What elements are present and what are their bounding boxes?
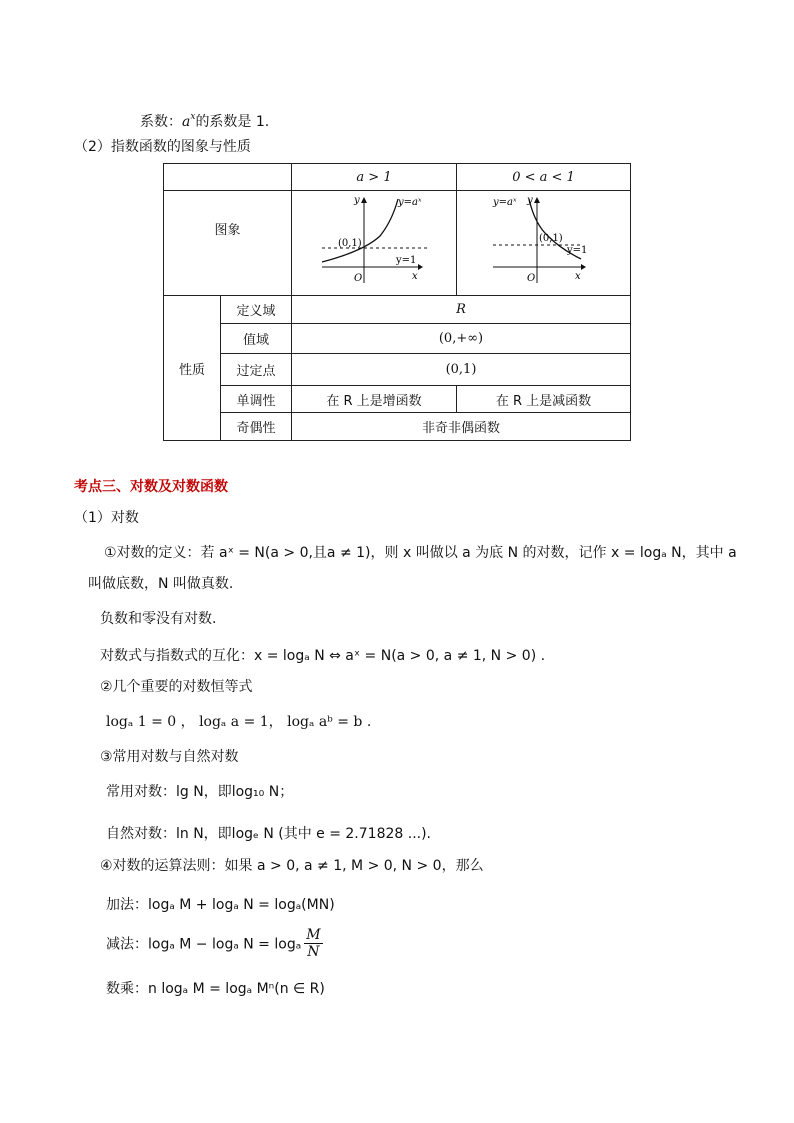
identities-line: logₐ 1 = 0 ， logₐ a = 1， logₐ aᵇ = b . <box>106 714 372 730</box>
sub1-title: （1）对数 <box>74 510 139 526</box>
graph-decreasing-svg <box>457 191 630 291</box>
func-label: y=aˣ <box>398 197 422 208</box>
add-rule: 加法：logₐ M + logₐ N = logₐ(MN) <box>106 897 335 913</box>
sub-rule <box>106 927 323 960</box>
monotonicity-label: 单调性 <box>221 386 292 413</box>
origin-label: O <box>354 273 363 284</box>
range-label: 值域 <box>221 324 292 354</box>
definition-line1: ①对数的定义：若 aˣ = N(a > 0,且a ≠ 1)，则 x 叫做以 a 为底 N 的对数，记作 x = logₐ N，其中 a <box>104 545 737 561</box>
sub-rule-fraction <box>304 927 322 960</box>
definition-line2: 叫做底数，N 叫做真数. <box>88 576 234 592</box>
point-label: (0,1) <box>539 233 563 244</box>
graph-increasing <box>292 191 457 296</box>
section3-title: 考点三、对数及对数函数 <box>74 479 228 495</box>
identity-title: ②几个重要的对数恒等式 <box>100 679 253 695</box>
range-value: (0,+∞) <box>292 324 631 354</box>
monotonicity-increasing: 在 R 上是增函数 <box>292 386 457 413</box>
origin-label: O <box>527 273 536 284</box>
domain-value: R <box>292 296 631 324</box>
mul-rule: 数乘：n logₐ M = logₐ Mⁿ(n ∈ R) <box>106 981 325 997</box>
graph-decreasing <box>457 191 631 296</box>
asymptote-label: y=1 <box>396 255 417 266</box>
fixed-point-label: 过定点 <box>221 354 292 386</box>
parity-label: 奇偶性 <box>221 413 292 441</box>
conversion-line: 对数式与指数式的互化：x = logₐ N ⇔ aˣ = N(a > 0, a ≠ 1, N > 0) . <box>100 648 546 664</box>
y-axis-label: y <box>527 195 533 206</box>
monotonicity-decreasing: 在 R 上是减函数 <box>457 386 631 413</box>
rules-title: ④对数的运算法则：如果 a > 0, a ≠ 1, M > 0, N > 0，那么 <box>100 858 484 874</box>
row-label-graph: 图象 <box>164 191 292 296</box>
corner-cell <box>164 164 292 191</box>
y-axis-label: y <box>354 195 360 206</box>
coef-line: 系数：$a^x$的系数是 1. <box>140 112 270 130</box>
x-axis-label: x <box>575 271 581 282</box>
common-log-title: ③常用对数与自然对数 <box>100 749 239 765</box>
fraction-numerator: M <box>306 927 321 943</box>
row-label-properties: 性质 <box>164 296 221 441</box>
asymptote-label: y=1 <box>567 245 588 256</box>
natural-log-line: 自然对数：ln N，即logₑ N (其中 e = 2.71828 ...). <box>106 826 432 842</box>
exp-function-table <box>163 163 631 441</box>
x-axis-label: x <box>412 271 418 282</box>
graph-increasing-svg <box>292 191 456 291</box>
no-log-note: 负数和零没有对数. <box>100 611 217 627</box>
func-label: y=aˣ <box>493 197 517 208</box>
col-header-a-gt-1: a > 1 <box>292 164 457 191</box>
fixed-point-value: (0,1) <box>292 354 631 386</box>
col-header-a-0-1: 0 < a < 1 <box>457 164 631 191</box>
fraction-denominator: N <box>307 944 320 960</box>
section2-title: （2）指数函数的图象与性质 <box>74 139 251 155</box>
sub-rule-prefix: 减法：logₐ M − logₐ N = logₐ <box>106 936 302 953</box>
parity-value: 非奇非偶函数 <box>292 413 631 441</box>
common-log-line: 常用对数：lg N，即log₁₀ N； <box>106 784 294 800</box>
domain-label: 定义域 <box>221 296 292 324</box>
point-label: (0,1) <box>338 238 362 249</box>
